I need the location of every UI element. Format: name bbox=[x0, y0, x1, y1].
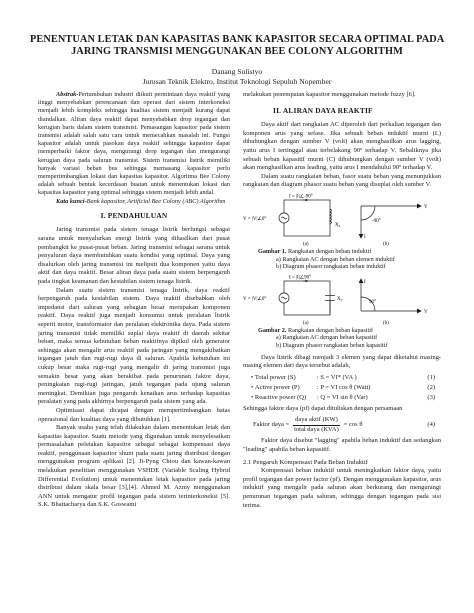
pf-left: Faktor daya = bbox=[253, 421, 290, 429]
figure-1-caption bbox=[258, 248, 441, 271]
left-column bbox=[38, 91, 230, 510]
section-1-heading: I. PENDAHULUAN bbox=[100, 210, 168, 220]
figure-1-load-label: $X_L$ bbox=[335, 222, 341, 228]
figure-2-load-label: $X_C$ bbox=[337, 296, 343, 302]
figure-2-current-label: I = |I|∠90° bbox=[289, 275, 312, 281]
pf-equation-number: (4) bbox=[427, 421, 435, 429]
figure-2-caption-text: Rangkaian dengan beban kapasitif bbox=[286, 326, 374, 334]
equation-active-power: • Active power (P) : P = VI cos θ (Watt) (2) bbox=[251, 383, 435, 391]
pf-right: = cos θ bbox=[343, 421, 363, 429]
figure-2-caption-label: Gambar 2. bbox=[258, 326, 287, 334]
figure-2-angle: 90° bbox=[369, 299, 376, 305]
figure-2-caption-a: a) Rangkaian AC dengan beban kapasitif bbox=[276, 334, 378, 342]
figure-2-circuit bbox=[279, 281, 335, 315]
equation-reactive-power: • Reactive power (Q) : Q = VI sin θ (Var) (3) bbox=[251, 393, 435, 401]
figure-1-current-label: I = |I|∠-90° bbox=[289, 194, 313, 200]
figure-2-phasor bbox=[359, 279, 421, 313]
title-line-2: JARING TRANSMISI MENGGUNAKAN BEE COLONY ALGORITHM bbox=[71, 45, 403, 57]
section-1-paragraph-1: Jaring transmisi pada sistem tenaga listrik berfungsi sebagai sarana untuk menyalurkan energi listrik yang dihasilkan dari pusat pembangkit ke pusat-pusat beban. Jaring transmisi sebagai sarana untuk penyaluran daya membutuhkan suatu kondisi yang optimal. Daya yang disalurkan oleh jaring transmisi ini meliputi dua komponen yaitu daya aktif dan daya reaktif. Besar aliran daya pada suatu sistem berpengaruh pada tingkat keamanan dan kestabilan sistem tenaga listrik. bbox=[38, 226, 230, 285]
figure-1-source-label: V = |V|∠0° bbox=[243, 216, 267, 222]
title-line-1: PENENTUAN LETAK DAN KAPASITAS BANK KAPASITOR SECARA OPTIMAL PADA bbox=[30, 34, 445, 45]
figure-1-caption-label: Gambar 1. bbox=[258, 247, 287, 255]
figure-1-diagram bbox=[243, 192, 441, 248]
author-affiliation: Jurusan Teknik Elektro, Institut Teknologi Sepuluh Nopember bbox=[142, 76, 332, 86]
figure-2 bbox=[243, 273, 441, 327]
figure-2-phasor-i: I bbox=[364, 279, 366, 285]
figure-1-circuit bbox=[279, 200, 332, 236]
power-intro: Daya listrik dibagi menjadi 3 elemen yang dapat diketahui masing-masing elemen dari daya tersebut adalah, bbox=[243, 353, 441, 370]
figure-1-phasor-v: V bbox=[424, 204, 428, 210]
figure-2-diagram bbox=[243, 273, 441, 327]
figure-1-angle: -90° bbox=[372, 218, 381, 224]
figure-1-phasor-i: I bbox=[364, 234, 366, 240]
paper-title bbox=[30, 34, 444, 57]
continued-paragraph: melakukan penempatan kapasitor menggunakan metode fuzzy [6]. bbox=[243, 91, 416, 98]
figure-1-caption-b: b) Diagram phasor rangkaian beban induktif bbox=[276, 263, 386, 271]
abstract bbox=[38, 91, 230, 198]
figure-2-caption bbox=[258, 327, 441, 350]
author-name: Danang Sulistyo bbox=[211, 67, 263, 76]
section-1-paragraph-2: Dalam suatu sistem transmisi tenaga listrik, daya reaktif berpengaruh pada kestabilan sistem. Daya reaktif disebabkan oleh impedansi dari saluran yang sebagian besar merupakan komponen reaktif. Daya reaktif juga menjadi konsumsi untuk peralatan listrik seperti motor, transformator dan peralatan elektronika daya. Pada sistem jaring transmisi tidak memiliki suplai daya reaktif di daerah sekitar beban, maka semua kebutuhan beban reaktifnya dipikul oleh generator sehingga akan mengalir arus reaktif pada jaringan yang mengakibatkan tegangan jatuh dan rugi-rugi daya di saluran. Apabila kebutuhan ini cukup besar maka rugi-rugi yang mengalir di jaring transmisi juga semakin besar yang akan berakibat pada penurunan faktor daya, peningkatan rugi-rugi jaringan, jatuh tegangan pada ujung saluran meningkat. Demikian juga pengaruh kenaikan arus terhadap kapasitas peralatan yang pada akhirnya berpengaruh pada sistem yang ada. bbox=[38, 286, 230, 406]
abstract-label: Abstrak- bbox=[56, 91, 79, 98]
section-1-paragraph-3: Optimisasi dapat dicapai dengan mempertimbangkan batas operasional dan kualitas daya yang dibutuhkan [1]. bbox=[38, 406, 230, 423]
section-2-paragraph-2: Dalam suatu rangkaian beban, fasor suatu beban yang menunjukkan rangkaian dan diagram phasor suatu beban yang disuplai oleh sumber V. bbox=[243, 172, 441, 189]
figure-1-caption-text: Rangkaian dengan beban induktif bbox=[286, 247, 372, 255]
figure-2-phasor-v: V bbox=[424, 309, 428, 315]
right-column bbox=[243, 91, 441, 510]
author-block bbox=[40, 67, 434, 86]
equation-power-factor bbox=[253, 416, 441, 434]
subsection-2-1-paragraph: Kompensasi beban induktif untuk meningkatkan faktor daya, yaitu profil tegangan dan power factor (pf). Dengan menggunakan kapasitor, arus induktif yang mengalir pada saluran akan berkurang dan mengurangi penurunan tegangan pada saluran, sehingga dengan tegangan pada sisi terima. bbox=[243, 467, 441, 509]
section-2-paragraph-1: Daya aktif dari rangkaian AC diperoleh dari perkalian tegangan dan komponen arus yang sefase. Jika sebuah beban induktif murni (L) dihubungkan dengan sumber V (volt) akan menghasilkan arus lagging, yaitu arus I tertinggal atau terbelakang 90º terhadap V. Sebaliknya jika sebuah beban kapasitif murni (C) dihubungkan dengan sumber V (volt) akan menghasilkan arus leading, yaitu arus I mendahului 90º terhadap V. bbox=[243, 121, 441, 172]
pf-fraction bbox=[293, 416, 340, 434]
figure-2-caption-b: b) Diagram phasor rangkaian beban kapasitif bbox=[276, 341, 388, 349]
pf-numerator: daya aktif (KW) bbox=[293, 416, 340, 426]
figure-1-label-a: (a) bbox=[303, 241, 309, 247]
figure-2-label-b: (b) bbox=[383, 320, 389, 326]
figure-1-phasor bbox=[359, 204, 421, 238]
figure-2-source-label: V = |V|∠0° bbox=[243, 296, 267, 302]
section-1-paragraph-4: Banyak usaha yang telah dilakukan dalam menentukan letak dan kapasitas kapasitor. Suatu metode yang digunakan untuk menyelesaikan permasalahan peletakan kapasitor sebagai sebagai kompensasi daya reaktif, penggunaan kapasitor shunt pada suatu jaring distribusi dengan menggunakan program aplikasi [2]. Ji-Pyng Chiou dan kawan-kawan melakukan penelitian menggunakan VSHDE (Variable Scaling Hybrid Differential Evolution) untuk menentukan letak kapasitor pada jaring distribusi dalam skala besar [3],[4]. Ahmed M. Azmy menggunakan ANN untuk mengatur profil tegangan pada sistem terinterkoneksi [5]. S.K. Bhattacharya dan S.K. Goswami bbox=[38, 424, 230, 509]
figure-1-caption-a: a) Rangkaian AC dengan beban elemen induktif bbox=[276, 255, 395, 263]
keywords-label: Kata kunci- bbox=[56, 197, 87, 205]
keywords bbox=[38, 198, 230, 206]
abstract-text: Pertumbuhan industri diikuti permintaan daya reaktif yang tinggi menyebabkan perencanaan dan operasi dari sistem interkoneksi menjadi lebih kompleks sehingga kualitas sistem menjadi kurang dapat diandalkan. Aliran daya reaktif dapat menyebabkan drop tegangan dan kerugian baris dalam sistem transmisi. Pemasangan kapasitor pada sistem transmisi adalah salah satu cara untuk memecahkan masalah ini. Fungsi kapasitor adalah untuk pasokan daya reaktif sehingga kapasitor dapat memperbaiki faktor daya, mengurangi drop tegangan dan mengurangi kerugian daya pada saluran transmisi. Sistem transmisi listrik memiliki banyak variasi beban bus sehingga memasang kapasitor perlu mempertimbangkan lokasi dan kapasitas kapasitor. Algoritma Bee Colony adalah sebuah bentuk kecerdasan buatan untuk menentukan lokasi dan kapasitas kapasitor yang optimal sehingga sistem menjadi lebih andal. bbox=[38, 91, 230, 197]
equation-total-power: • Total power (S) : S = VI* (VA ) (1) bbox=[251, 373, 435, 381]
figure-1-label-b: (b) bbox=[383, 241, 389, 247]
section-2-heading: II. ALIRAN DAYA REAKTIF bbox=[273, 105, 373, 115]
pf-denominator: total daya (KVA) bbox=[294, 425, 339, 433]
subsection-2-1-heading: 2.1 Pengaruh Kompensasi Pada Beban Induktif bbox=[243, 458, 368, 466]
keywords-text: Bank kapasitor, Artificial Bee Colony (ABC) Algorithm bbox=[86, 197, 226, 205]
figure-1 bbox=[243, 192, 441, 248]
figure-2-label-a: (a) bbox=[303, 320, 309, 326]
power-factor-intro: Sehingga faktor daya (pf) dapat dituliskan dengan persamaan bbox=[243, 404, 403, 412]
power-equations bbox=[243, 373, 441, 403]
power-factor-note: Faktor daya disebut "lagging" apabila beban induktif dan sedangkan "leading" apabila beban kapasitif. bbox=[243, 437, 441, 454]
